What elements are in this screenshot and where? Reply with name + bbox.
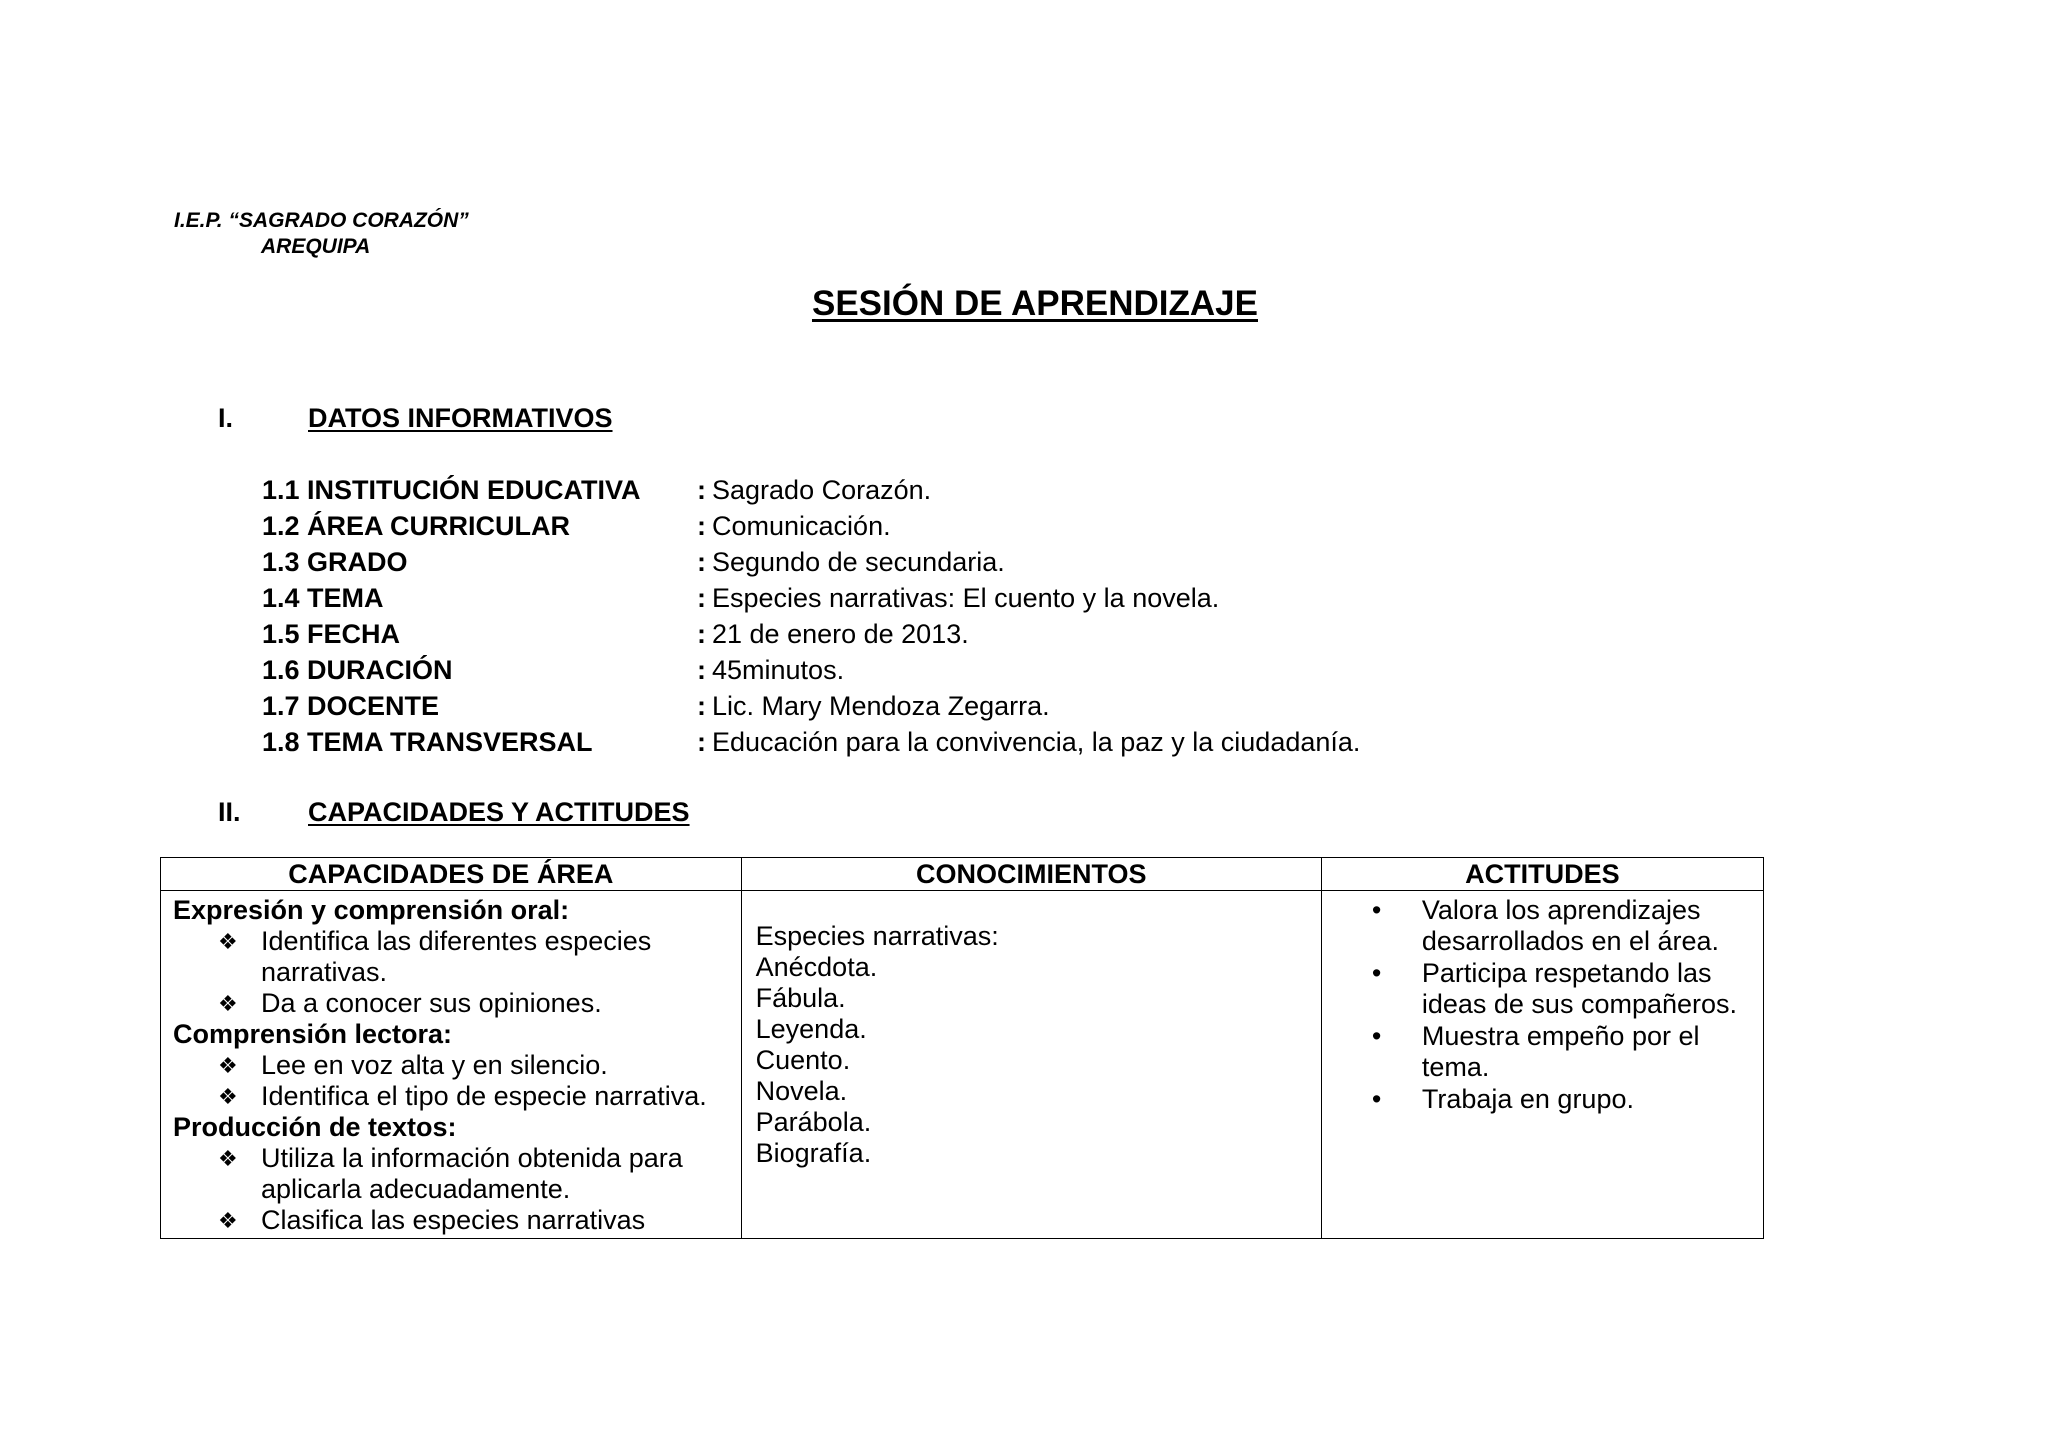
school-city: AREQUIPA (261, 235, 371, 258)
actitudes-list (1372, 895, 1753, 1115)
list-item-text: Trabaja en grupo. (1421, 1084, 1634, 1114)
section-title: CAPACIDADES Y ACTITUDES (308, 797, 690, 827)
section-title: DATOS INFORMATIVOS (308, 403, 613, 433)
list-item (173, 1081, 731, 1112)
actitudes-cell (1321, 891, 1763, 1239)
datos-row (262, 472, 1360, 508)
list-item-text: Valora los aprendizajes desarrollados en el área. (1421, 895, 1720, 956)
diamond-bullet-icon: ❖ (218, 1053, 238, 1078)
list-item-text: Participa respetando las ideas de sus compañeros. (1421, 958, 1738, 1019)
datos-label: 1.4 TEMA (262, 583, 384, 613)
list-item: Cuento. (755, 1045, 851, 1075)
group-title: Comprensión lectora: (173, 1019, 453, 1049)
datos-value: Educación para la convivencia, la paz y la ciudadanía. (712, 727, 1361, 757)
datos-label: 1.2 ÁREA CURRICULAR (262, 511, 571, 541)
list-item: Novela. (755, 1076, 848, 1106)
datos-colon: : (697, 475, 706, 505)
list-item-text: Lee en voz alta y en silencio. (261, 1050, 608, 1080)
list-item: Especies narrativas: (755, 921, 999, 951)
section-number: I. (218, 403, 234, 433)
list-item-text: Identifica las diferentes especies narrativas. (261, 926, 652, 987)
list-item (1372, 1084, 1753, 1115)
datos-row (262, 580, 1360, 616)
capacidades-table (160, 857, 1764, 1239)
conocimientos-list (756, 921, 1311, 1169)
capacidades-list (173, 926, 731, 1019)
datos-label: 1.3 GRADO (262, 547, 408, 577)
list-item: Parábola. (755, 1107, 872, 1137)
datos-row (262, 688, 1360, 724)
datos-colon: : (697, 619, 706, 649)
list-item: Fábula. (755, 983, 846, 1013)
list-item: Anécdota. (755, 952, 878, 982)
diamond-bullet-icon: ❖ (218, 1146, 238, 1171)
datos-row (262, 724, 1360, 760)
datos-colon: : (697, 691, 706, 721)
diamond-bullet-icon: ❖ (218, 929, 238, 954)
list-item-text: Identifica el tipo de especie narrativa. (261, 1081, 707, 1111)
datos-label: 1.1 INSTITUCIÓN EDUCATIVA (262, 475, 641, 505)
header-actitudes: ACTITUDES (1321, 858, 1763, 891)
datos-value: 45minutos. (712, 655, 845, 685)
diamond-bullet-icon: ❖ (218, 1084, 238, 1109)
bullet-icon: • (1371, 1021, 1382, 1051)
list-item-text: Clasifica las especies narrativas (261, 1205, 646, 1235)
datos-informativos-list (262, 472, 1360, 760)
datos-value: Especies narrativas: El cuento y la novela. (712, 583, 1220, 613)
list-item (173, 1050, 731, 1081)
datos-row (262, 652, 1360, 688)
datos-row (262, 544, 1360, 580)
conocimientos-cell (741, 891, 1321, 1239)
list-item: Biografía. (755, 1138, 872, 1168)
datos-row (262, 616, 1360, 652)
list-item-text: Muestra empeño por el tema. (1421, 1021, 1700, 1082)
list-item-text: Da a conocer sus opiniones. (261, 988, 602, 1018)
datos-value: Lic. Mary Mendoza Zegarra. (712, 691, 1050, 721)
bullet-icon: • (1371, 895, 1382, 925)
list-item-text: Utiliza la información obtenida para aplicarla adecuadamente. (261, 1143, 683, 1204)
list-item (1372, 958, 1753, 1020)
diamond-bullet-icon: ❖ (218, 1208, 238, 1233)
datos-colon: : (697, 511, 706, 541)
list-item (173, 1205, 731, 1236)
list-item (173, 1143, 731, 1205)
list-item (1372, 895, 1753, 957)
group-title: Expresión y comprensión oral: (173, 895, 570, 925)
table-header-row (161, 858, 1764, 891)
section-datos-heading (218, 401, 613, 435)
capacidades-list (173, 1143, 731, 1236)
capacidades-cell (161, 891, 742, 1239)
datos-value: Segundo de secundaria. (712, 547, 1005, 577)
datos-value: Comunicación. (712, 511, 891, 541)
header-conocimientos: CONOCIMIENTOS (741, 858, 1321, 891)
datos-value: 21 de enero de 2013. (712, 619, 969, 649)
page-title: SESIÓN DE APRENDIZAJE (811, 284, 1258, 323)
list-item (173, 988, 731, 1019)
datos-label: 1.5 FECHA (262, 619, 401, 649)
section-capacidades-heading (218, 795, 690, 829)
datos-value: Sagrado Corazón. (712, 475, 932, 505)
list-item (173, 926, 731, 988)
datos-colon: : (697, 547, 706, 577)
list-item: Leyenda. (755, 1014, 867, 1044)
capacidades-list (173, 1050, 731, 1112)
bullet-icon: • (1371, 1084, 1382, 1114)
diamond-bullet-icon: ❖ (218, 991, 238, 1016)
bullet-icon: • (1371, 958, 1382, 988)
datos-colon: : (697, 655, 706, 685)
datos-colon: : (697, 583, 706, 613)
datos-label: 1.7 DOCENTE (262, 691, 440, 721)
school-name: I.E.P. “SAGRADO CORAZÓN” (174, 209, 469, 232)
datos-row (262, 508, 1360, 544)
header-capacidades: CAPACIDADES DE ÁREA (161, 858, 742, 891)
datos-colon: : (697, 727, 706, 757)
table-row (161, 891, 1764, 1239)
section-number: II. (218, 797, 241, 827)
list-item (1372, 1021, 1753, 1083)
datos-label: 1.6 DURACIÓN (262, 655, 453, 685)
datos-label: 1.8 TEMA TRANSVERSAL (262, 727, 593, 757)
group-title: Producción de textos: (173, 1112, 457, 1142)
